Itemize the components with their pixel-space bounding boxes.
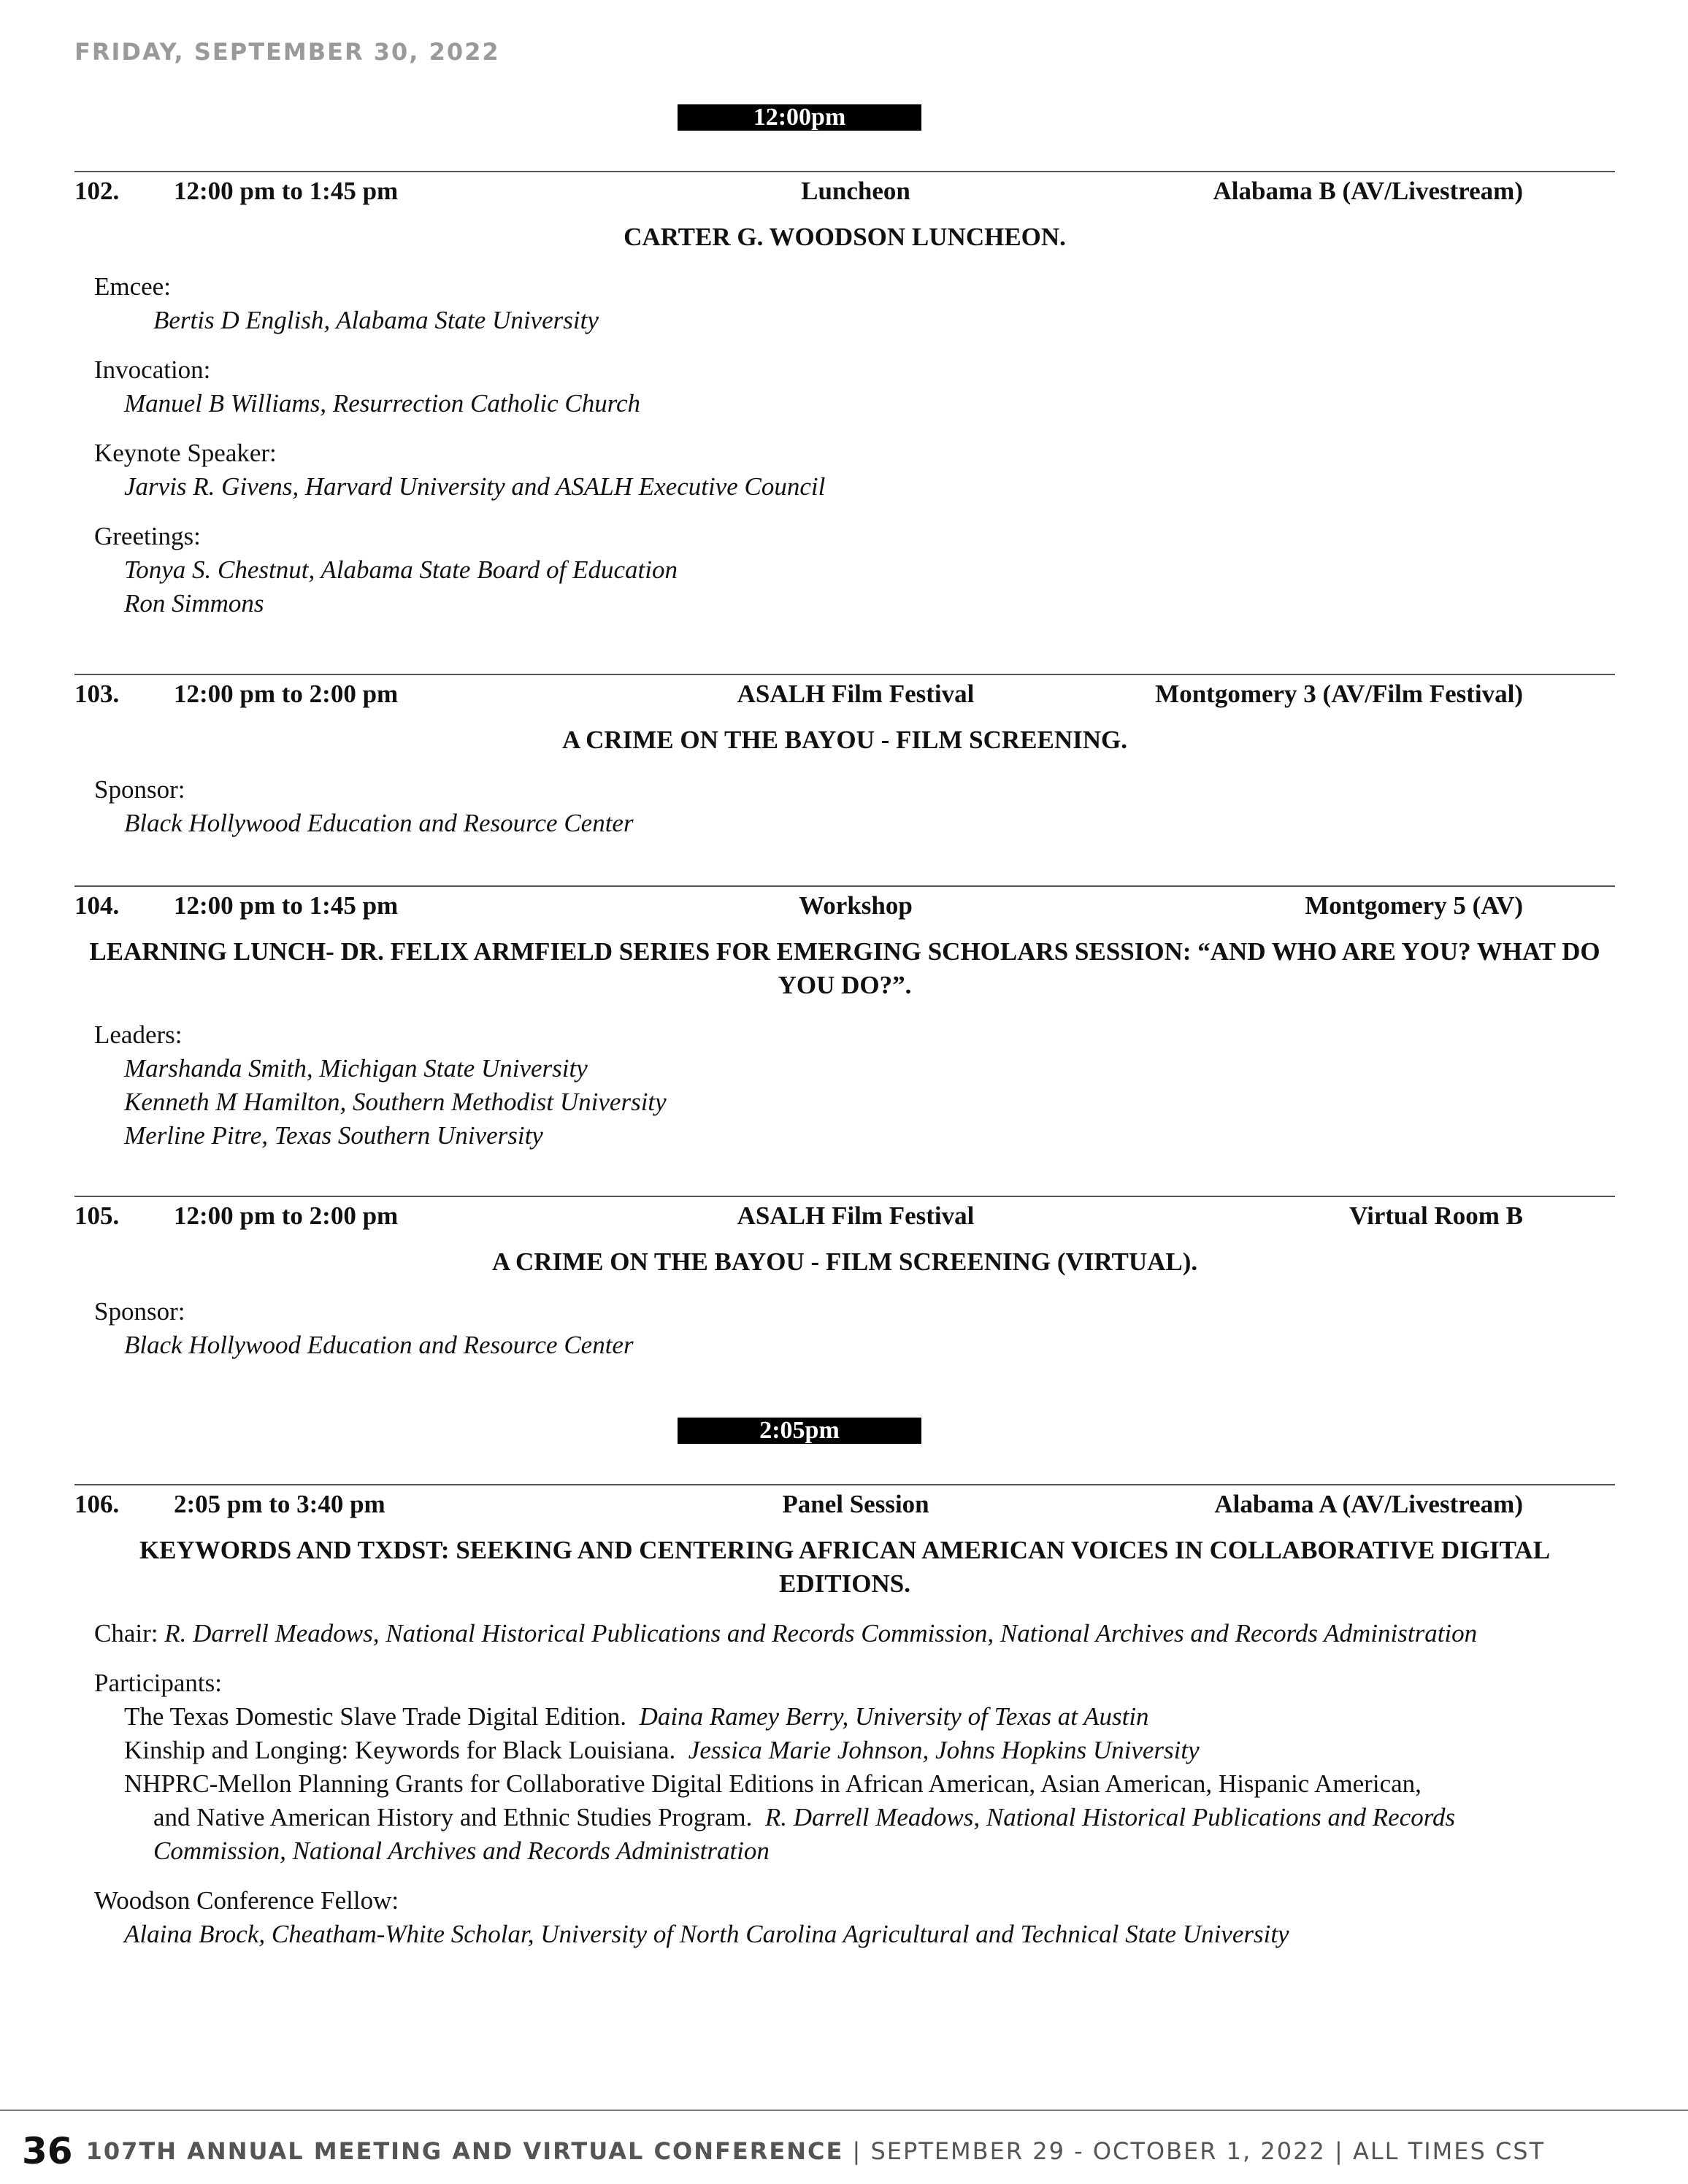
leaders-block [74, 1018, 1615, 1153]
session-title: A CRIME ON THE BAYOU - FILM SCREENING (VIRTUAL). [491, 1247, 1198, 1276]
session-room: Alabama A (AV/Livestream) [1214, 1490, 1523, 1518]
session-title: KEYWORDS AND TXDST: SEEKING AND CENTERING AFRICAN AMERICAN VOICES IN COLLABORATIVE DIGITAL EDITIONS. [139, 1536, 1551, 1598]
role-label: Leaders: [94, 1020, 183, 1049]
role-label: Emcee: [94, 272, 171, 301]
role-label: Sponsor: [94, 1297, 185, 1326]
session-room: Alabama B (AV/Livestream) [1213, 177, 1523, 205]
paper-entry [74, 1700, 1615, 1734]
sponsor-block [74, 773, 1615, 840]
role-label: Participants: [94, 1669, 222, 1697]
paper-title: NHPRC-Mellon Planning Grants for Collaborative Digital Editions in African American, Asian American, Hispanic American, [124, 1769, 1422, 1798]
session-number: 102. [74, 177, 120, 205]
session-type: Luncheon [801, 177, 910, 205]
session-number: 105. [74, 1201, 120, 1230]
time-block-label: 12:00pm [678, 104, 921, 131]
paper-entry-continued [74, 1801, 1615, 1834]
chair-person: R. Darrell Meadows, National Historical Publications and Records Commission, National Archives and Records Administration [164, 1619, 1478, 1647]
paper-author: Jessica Marie Johnson, Johns Hopkins University [688, 1736, 1200, 1764]
role-person: Black Hollywood Education and Resource Center [124, 1331, 634, 1359]
role-person: Marshanda Smith, Michigan State University [124, 1054, 588, 1083]
paper-title: and Native American History and Ethnic Studies Program. [153, 1803, 753, 1831]
session-time: 12:00 pm to 2:00 pm [174, 680, 399, 708]
keynote-block [74, 437, 1615, 504]
session-106 [74, 1484, 1615, 1951]
paper-author: Commission, National Archives and Records Administration [153, 1837, 770, 1865]
role-person: Jarvis R. Givens, Harvard University and ASALH Executive Council [124, 472, 826, 501]
session-number: 106. [74, 1490, 120, 1518]
role-person: Kenneth M Hamilton, Southern Methodist University [124, 1088, 667, 1116]
session-104 [74, 885, 1615, 1153]
page-header-date: FRIDAY, SEPTEMBER 30, 2022 [74, 38, 500, 66]
participants-block [74, 1666, 1615, 1868]
invocation-block [74, 353, 1615, 420]
role-person: Merline Pitre, Texas Southern University [124, 1121, 543, 1150]
session-number: 104. [74, 891, 120, 920]
session-time: 12:00 pm to 1:45 pm [174, 177, 399, 205]
greetings-block [74, 520, 1615, 620]
role-person: Ron Simmons [124, 589, 264, 618]
session-room: Montgomery 5 (AV) [1305, 891, 1523, 920]
footer-text [22, 2130, 1545, 2172]
session-102 [74, 171, 1615, 620]
session-header [74, 1196, 1615, 1234]
session-header [74, 674, 1615, 712]
footer-conference-name: 107TH ANNUAL MEETING AND VIRTUAL CONFERENCE [85, 2137, 844, 2165]
session-time: 2:05 pm to 3:40 pm [174, 1490, 385, 1518]
role-label: Chair: [94, 1619, 158, 1647]
role-person: Alaina Brock, Cheatham-White Scholar, University of North Carolina Agricultural and Technical State University [124, 1920, 1289, 1948]
session-103 [74, 674, 1615, 840]
sponsor-block [74, 1295, 1615, 1362]
session-header [74, 171, 1615, 209]
role-person: Manuel B Williams, Resurrection Catholic Church [124, 389, 641, 418]
session-time: 12:00 pm to 2:00 pm [174, 1201, 399, 1230]
session-105 [74, 1196, 1615, 1362]
session-type: ASALH Film Festival [737, 680, 975, 708]
role-person: Black Hollywood Education and Resource Center [124, 809, 634, 837]
session-title: CARTER G. WOODSON LUNCHEON. [624, 223, 1066, 251]
page-footer [0, 2110, 1688, 2172]
fellow-block [74, 1884, 1615, 1951]
role-label: Woodson Conference Fellow: [94, 1886, 399, 1915]
session-header [74, 1484, 1615, 1522]
role-person: Bertis D English, Alabama State University [153, 306, 599, 334]
role-label: Keynote Speaker: [94, 439, 277, 467]
paper-entry [74, 1767, 1615, 1801]
role-label: Sponsor: [94, 775, 185, 804]
session-title: A CRIME ON THE BAYOU - FILM SCREENING. [562, 726, 1127, 754]
session-type: ASALH Film Festival [737, 1201, 975, 1230]
session-header [74, 885, 1615, 923]
session-room: Virtual Room B [1349, 1201, 1523, 1230]
session-type: Workshop [799, 891, 913, 920]
session-number: 103. [74, 680, 120, 708]
paper-entry-continued [74, 1834, 1615, 1868]
paper-author: Daina Ramey Berry, University of Texas at Austin [639, 1702, 1149, 1731]
emcee-block [74, 270, 1615, 337]
role-label: Invocation: [94, 355, 211, 384]
role-person: Tonya S. Chestnut, Alabama State Board of Education [124, 555, 678, 584]
paper-author: R. Darrell Meadows, National Historical Publications and Records [764, 1803, 1456, 1831]
paper-title: The Texas Domestic Slave Trade Digital Edition. [124, 1702, 627, 1731]
paper-title: Kinship and Longing: Keywords for Black Louisiana. [124, 1736, 676, 1764]
session-time: 12:00 pm to 1:45 pm [174, 891, 399, 920]
role-label: Greetings: [94, 522, 201, 550]
chair-line [74, 1617, 1615, 1650]
time-block-label: 2:05pm [678, 1418, 921, 1444]
chair-block [74, 1617, 1615, 1650]
session-room: Montgomery 3 (AV/Film Festival) [1155, 680, 1523, 708]
footer-details: | SEPTEMBER 29 - OCTOBER 1, 2022 | ALL TIMES CST [843, 2137, 1546, 2165]
paper-entry [74, 1734, 1615, 1767]
page-number: 36 [22, 2130, 73, 2172]
session-title: LEARNING LUNCH- DR. FELIX ARMFIELD SERIES FOR EMERGING SCHOLARS SESSION: “AND WHO ARE YOU? WHAT DO YOU DO?”. [89, 937, 1600, 999]
session-type: Panel Session [782, 1490, 929, 1518]
